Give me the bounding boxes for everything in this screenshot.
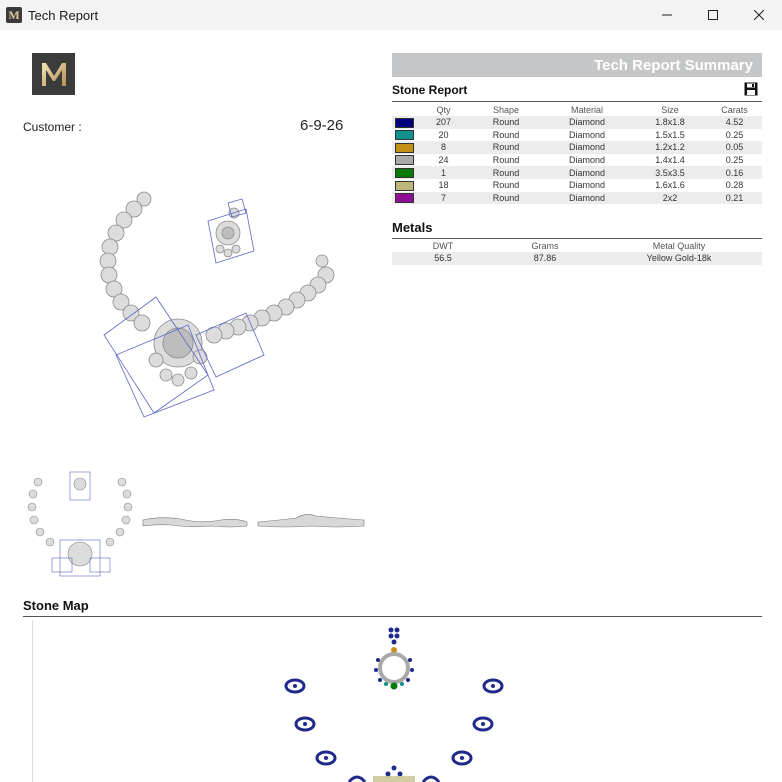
swatch-column-header (392, 103, 416, 116)
save-icon[interactable] (744, 82, 758, 96)
table-row (392, 166, 762, 179)
close-icon (754, 10, 764, 20)
stone-shape: Round (471, 116, 541, 129)
column-header-carats: Carats (721, 104, 748, 115)
table-row (392, 141, 762, 154)
customer-label: Customer : (23, 120, 82, 134)
metal-dwt: 56.5 (392, 252, 494, 265)
stone-map-title: Stone Map (23, 598, 89, 613)
stone-shape: Round (471, 141, 541, 154)
table-row (392, 192, 762, 205)
app-logo-letter: M (8, 8, 20, 22)
maximize-button[interactable] (690, 0, 736, 30)
metals-title: Metals (392, 220, 433, 235)
stone-report-title: Stone Report (392, 83, 468, 97)
stone-carats: 0.25 (725, 129, 744, 140)
app-logo-icon (6, 7, 22, 23)
stone-shape: Round (471, 192, 541, 205)
table-row (392, 154, 762, 167)
stone-map-canvas (32, 620, 762, 782)
stone-size: 1.2x1.2 (633, 141, 707, 154)
stone-material: Diamond (568, 129, 606, 140)
stone-qty: 207 (416, 116, 471, 129)
stone-color-swatch (395, 193, 414, 203)
metals-table (392, 239, 762, 265)
stone-map-rule (23, 616, 762, 617)
stone-material: Diamond (541, 192, 633, 205)
metal-grams: 87.86 (494, 252, 596, 265)
stone-carats: 4.52 (707, 116, 762, 129)
report-date: 6-9-26 (300, 117, 344, 134)
stone-color-swatch-cell (392, 179, 416, 192)
logo-m-icon (39, 60, 69, 88)
column-header-dwt: DWT (432, 240, 454, 251)
stone-color-swatch (395, 155, 414, 165)
stone-material: Diamond (568, 180, 606, 191)
minimize-button[interactable] (644, 0, 690, 30)
stone-qty: 20 (438, 129, 449, 140)
window-title: Tech Report (28, 7, 99, 23)
maximize-icon (708, 10, 718, 20)
stone-color-swatch-cell (392, 141, 416, 154)
stone-report-rule (392, 101, 762, 102)
table-row (392, 179, 762, 192)
stone-qty: 24 (438, 155, 449, 166)
table-row (392, 129, 762, 142)
thumbnail-top-view[interactable] (141, 510, 249, 532)
column-header-metal-quality: Metal Quality (652, 240, 706, 251)
stone-material: Diamond (541, 141, 633, 154)
stone-carats: 0.25 (725, 155, 744, 166)
stone-shape: Round (471, 166, 541, 179)
stone-color-swatch (395, 168, 414, 178)
stone-color-swatch (395, 118, 414, 128)
stone-carats: 0.16 (707, 166, 762, 179)
stone-color-swatch-cell (392, 129, 416, 142)
stone-color-swatch-cell (392, 166, 416, 179)
stone-color-swatch-cell (392, 154, 416, 167)
stone-shape: Round (492, 180, 520, 191)
stone-qty: 7 (416, 192, 471, 205)
stone-color-swatch (395, 181, 414, 191)
stone-material: Diamond (568, 155, 606, 166)
stone-shape: Round (492, 155, 520, 166)
stone-report-table (392, 103, 762, 204)
close-button[interactable] (736, 0, 782, 30)
stone-shape: Round (492, 129, 520, 140)
table-row (392, 116, 762, 129)
stone-material: Diamond (541, 116, 633, 129)
stone-carats: 0.21 (707, 192, 762, 205)
stone-size: 1.8x1.8 (633, 116, 707, 129)
metal-quality: Yellow Gold-18k (596, 252, 762, 265)
stone-color-swatch-cell (392, 116, 416, 129)
stone-size: 1.6x1.6 (655, 180, 685, 191)
stone-size: 3.5x3.5 (633, 166, 707, 179)
stone-color-swatch-cell (392, 192, 416, 205)
thumbnail-front-view[interactable] (24, 462, 136, 578)
window-controls (644, 0, 782, 30)
summary-banner-title: Tech Report Summary (594, 57, 753, 74)
stone-qty: 18 (438, 180, 449, 191)
column-header-material: Material (570, 104, 603, 115)
window-titlebar (0, 0, 782, 30)
stone-map-diagram (33, 620, 763, 782)
column-header-size: Size (661, 104, 679, 115)
stone-color-swatch (395, 130, 414, 140)
stone-report-header-row (392, 103, 762, 116)
minimize-icon (662, 10, 672, 20)
stone-carats: 0.05 (707, 141, 762, 154)
stone-color-swatch (395, 143, 414, 153)
stone-qty: 8 (416, 141, 471, 154)
metals-header-row (392, 239, 762, 252)
stone-size: 1.5x1.5 (655, 129, 685, 140)
column-header-qty: Qty (436, 104, 451, 115)
stone-carats: 0.28 (725, 180, 744, 191)
column-header-grams: Grams (531, 240, 559, 251)
stone-size: 1.4x1.4 (655, 155, 685, 166)
stone-qty: 1 (416, 166, 471, 179)
thumbnail-side-view[interactable] (256, 508, 366, 532)
stone-size: 2x2 (633, 192, 707, 205)
necklace-render-image (96, 185, 346, 425)
stone-material: Diamond (541, 166, 633, 179)
company-logo (32, 53, 75, 95)
summary-banner (392, 53, 762, 77)
column-header-shape: Shape (492, 104, 520, 115)
table-row (392, 252, 762, 265)
